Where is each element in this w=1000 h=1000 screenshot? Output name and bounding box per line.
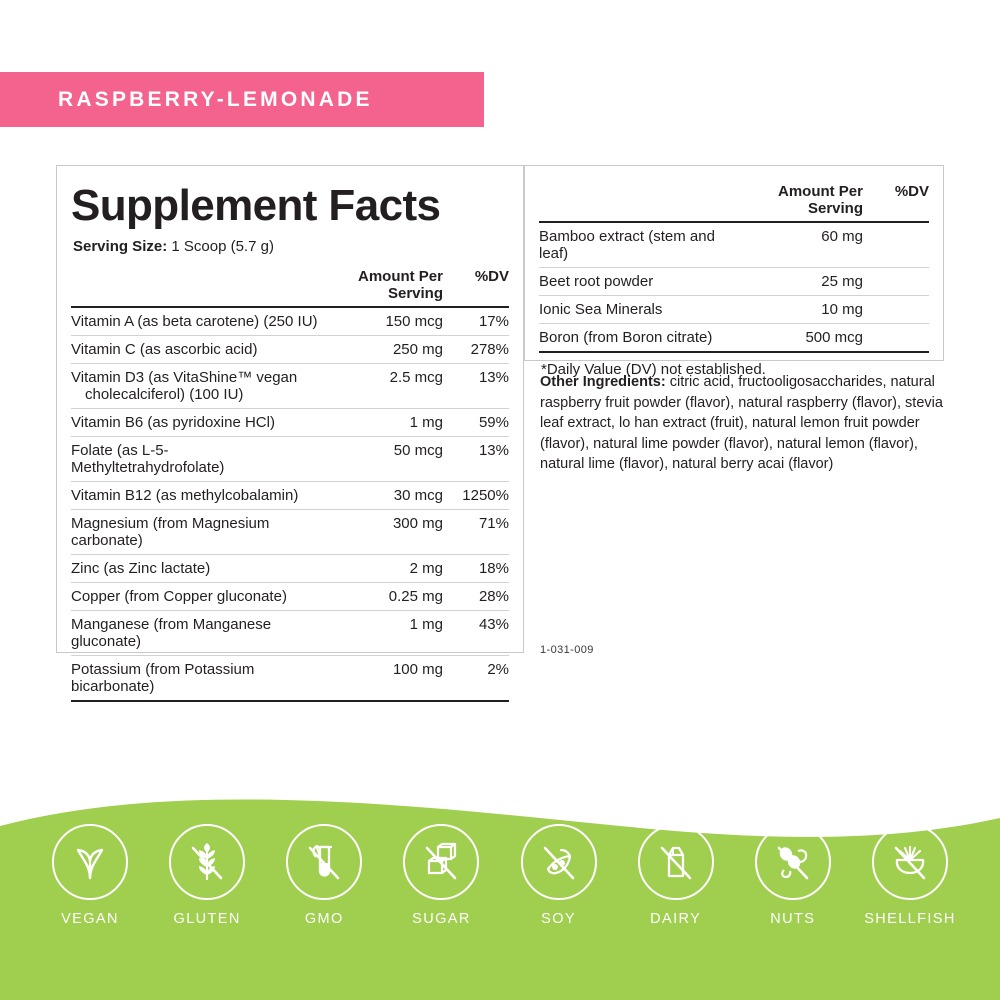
nutrient-name	[71, 364, 318, 409]
column-header-nutrient	[71, 263, 318, 307]
column-header-nutrient	[539, 178, 729, 222]
nutrient-dv	[863, 324, 929, 353]
table-row	[71, 583, 509, 611]
nutrient-name: Folate (as L-5-Methyltetrahydrofolate)	[71, 437, 318, 482]
nutrient-name: Ionic Sea Minerals	[539, 296, 729, 324]
badge-label: SOY	[541, 911, 576, 927]
table-row	[71, 482, 509, 510]
nutrient-dv: 17%	[443, 307, 509, 336]
badge-circle	[52, 824, 128, 900]
table-row	[71, 336, 509, 364]
table-row	[71, 656, 509, 702]
nutrient-dv: 1250%	[443, 482, 509, 510]
nutrient-amount: 10 mg	[729, 296, 863, 324]
table-row	[71, 611, 509, 656]
flavor-label: RASPBERRY-LEMONADE	[58, 87, 373, 111]
shrimp-icon	[887, 839, 933, 885]
nutrient-amount: 150 mcg	[318, 307, 443, 336]
nutrient-table-continued	[539, 178, 929, 353]
sugar-cubes-icon	[418, 839, 464, 885]
test-tube-icon	[301, 839, 347, 885]
table-row	[71, 510, 509, 555]
serving-size-label: Serving Size:	[73, 238, 168, 255]
nutrient-dv	[863, 222, 929, 268]
nutrient-name: Zinc (as Zinc lactate)	[71, 555, 318, 583]
table-row	[539, 296, 929, 324]
nutrient-dv	[863, 296, 929, 324]
nutrient-amount: 250 mg	[318, 336, 443, 364]
nutrient-name: Vitamin A (as beta carotene) (250 IU)	[71, 307, 318, 336]
soy-bean-icon	[536, 839, 582, 885]
badge-circle	[169, 824, 245, 900]
other-ingredients-heading: Other Ingredients:	[540, 374, 666, 390]
table-row	[71, 555, 509, 583]
nutrient-name: Vitamin B6 (as pyridoxine HCl)	[71, 409, 318, 437]
nutrient-dv: 18%	[443, 555, 509, 583]
footer-badges-bar	[0, 782, 1000, 1000]
column-header-amount: Amount Per Serving	[318, 263, 443, 307]
other-ingredients-text: citric acid, fructooligosaccharides, natural raspberry fruit powder (flavor), natural raspberry (flavor), stevia leaf extract, lo han extract (fruit), natural lemon fruit powder (flavor), natural lime powder (flavor), natural lemon (flavor), natural lime (flavor), natural berry acai (flavor)	[540, 374, 943, 473]
badge-gluten	[159, 824, 255, 927]
page-title: Supplement Facts	[71, 181, 441, 230]
nutrient-dv: 2%	[443, 656, 509, 702]
nutrient-name: Copper (from Copper gluconate)	[71, 583, 318, 611]
serving-size-value: 1 Scoop (5.7 g)	[171, 238, 274, 255]
badge-soy	[511, 824, 607, 927]
table-row	[71, 437, 509, 482]
nutrient-amount: 300 mg	[318, 510, 443, 555]
column-header-dv: %DV	[443, 263, 509, 307]
nutrient-name: Magnesium (from Magnesium carbonate)	[71, 510, 318, 555]
badge-label: DAIRY	[650, 911, 702, 927]
badge-dairy	[628, 824, 724, 927]
nutrient-dv: 43%	[443, 611, 509, 656]
nutrient-amount: 60 mg	[729, 222, 863, 268]
table-header-row	[71, 263, 509, 307]
nutrient-amount: 30 mcg	[318, 482, 443, 510]
badge-circle	[403, 824, 479, 900]
badge-label: SHELLFISH	[864, 911, 956, 927]
peanut-icon	[770, 839, 816, 885]
nutrient-amount: 0.25 mg	[318, 583, 443, 611]
sku-code: 1-031-009	[540, 644, 594, 656]
badge-circle	[755, 824, 831, 900]
nutrient-amount: 1 mg	[318, 409, 443, 437]
nutrient-dv: 13%	[443, 437, 509, 482]
supplement-facts-panel	[56, 165, 524, 695]
column-header-dv: %DV	[863, 178, 929, 222]
badge-sugar	[393, 824, 489, 927]
badge-label: NUTS	[770, 911, 816, 927]
nutrient-amount: 2.5 mcg	[318, 364, 443, 409]
nutrient-name: Vitamin B12 (as methylcobalamin)	[71, 482, 318, 510]
nutrient-dv: 59%	[443, 409, 509, 437]
nutrient-amount: 50 mcg	[318, 437, 443, 482]
table-row	[539, 268, 929, 296]
leaf-icon	[68, 840, 112, 884]
serving-size	[73, 238, 509, 255]
badge-shellfish	[862, 824, 958, 927]
daily-value-footnote: *Daily Value (DV) not established.	[541, 361, 766, 378]
table-row	[71, 409, 509, 437]
table-row	[539, 324, 929, 353]
badge-label: GLUTEN	[173, 911, 241, 927]
nutrient-amount: 500 mcg	[729, 324, 863, 353]
table-row	[71, 364, 509, 409]
nutrient-name-line2: cholecalciferol) (100 IU)	[85, 386, 244, 403]
table-row	[71, 307, 509, 336]
supplement-facts-continued-panel	[524, 165, 944, 378]
badge-gmo	[276, 824, 372, 927]
nutrient-amount: 25 mg	[729, 268, 863, 296]
column-header-amount: Amount Per Serving	[729, 178, 863, 222]
badge-circle	[872, 824, 948, 900]
table-header-row	[539, 178, 929, 222]
badge-row	[0, 824, 1000, 927]
nutrient-amount: 100 mg	[318, 656, 443, 702]
nutrient-dv: 13%	[443, 364, 509, 409]
other-ingredients	[540, 372, 944, 475]
nutrient-name: Bamboo extract (stem and leaf)	[539, 222, 729, 268]
nutrient-name-line1: Vitamin D3 (as VitaShine™ vegan	[71, 369, 298, 386]
wheat-icon	[184, 839, 230, 885]
badge-circle	[638, 824, 714, 900]
badge-label: GMO	[304, 911, 344, 927]
nutrient-name: Boron (from Boron citrate)	[539, 324, 729, 353]
nutrient-amount: 2 mg	[318, 555, 443, 583]
table-row	[539, 222, 929, 268]
badge-vegan	[42, 824, 138, 927]
nutrient-dv: 28%	[443, 583, 509, 611]
nutrient-dv: 71%	[443, 510, 509, 555]
nutrient-dv	[863, 268, 929, 296]
nutrient-name: Potassium (from Potassium bicarbonate)	[71, 656, 318, 702]
badge-circle	[286, 824, 362, 900]
nutrient-name: Manganese (from Manganese gluconate)	[71, 611, 318, 656]
badge-label: VEGAN	[61, 911, 119, 927]
badge-label: SUGAR	[412, 911, 471, 927]
milk-carton-icon	[653, 839, 699, 885]
badge-nuts	[745, 824, 841, 927]
flavor-banner	[0, 72, 484, 127]
nutrient-amount: 1 mg	[318, 611, 443, 656]
nutrient-table	[71, 263, 509, 702]
badge-circle	[521, 824, 597, 900]
nutrient-dv: 278%	[443, 336, 509, 364]
nutrient-name: Beet root powder	[539, 268, 729, 296]
nutrient-name: Vitamin C (as ascorbic acid)	[71, 336, 318, 364]
